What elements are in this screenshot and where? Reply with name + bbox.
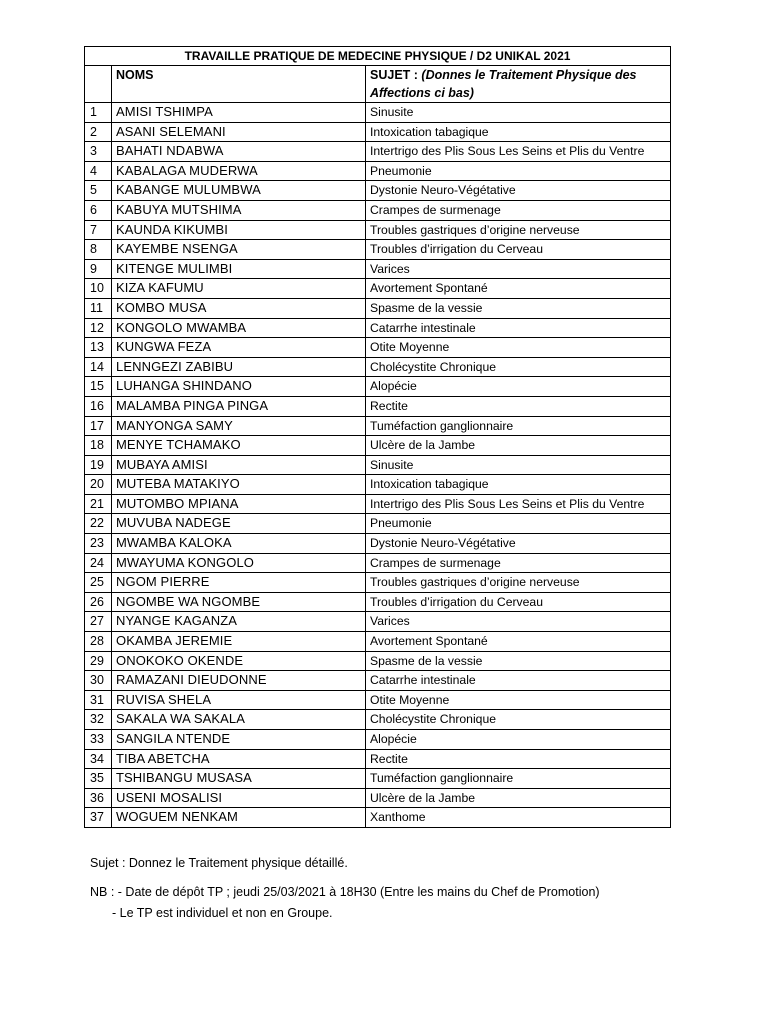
student-name: KABANGE MULUMBWA [112, 181, 366, 201]
table-row [85, 416, 671, 436]
row-number: 32 [85, 710, 112, 730]
subject-cell: Avortement Spontané [366, 279, 671, 299]
row-number: 30 [85, 671, 112, 691]
student-name: KABALAGA MUDERWA [112, 161, 366, 181]
table-row [85, 259, 671, 279]
student-name: SAKALA WA SAKALA [112, 710, 366, 730]
row-number: 26 [85, 592, 112, 612]
table-row [85, 494, 671, 514]
table-row [85, 808, 671, 828]
subject-cell: Otite Moyenne [366, 690, 671, 710]
table-row [85, 142, 671, 162]
table-row [85, 592, 671, 612]
student-name: MUTEBA MATAKIYO [112, 475, 366, 495]
student-name: MUTOMBO MPIANA [112, 494, 366, 514]
subject-cell: Troubles gastriques d’origine nerveuse [366, 220, 671, 240]
subject-cell: Rectite [366, 396, 671, 416]
student-name: RUVISA SHELA [112, 690, 366, 710]
table-row [85, 161, 671, 181]
subject-cell: Catarrhe intestinale [366, 318, 671, 338]
row-number: 28 [85, 632, 112, 652]
assignment-table [84, 46, 671, 828]
table-row [85, 338, 671, 358]
student-name: ASANI SELEMANI [112, 122, 366, 142]
subject-cell: Pneumonie [366, 514, 671, 534]
row-number: 31 [85, 690, 112, 710]
table-row [85, 240, 671, 260]
row-number: 19 [85, 455, 112, 475]
subject-cell: Sinusite [366, 455, 671, 475]
table-row [85, 749, 671, 769]
table-row [85, 122, 671, 142]
student-name: MUBAYA AMISI [112, 455, 366, 475]
subject-cell: Ulcère de la Jambe [366, 788, 671, 808]
subject-cell: Sinusite [366, 103, 671, 123]
subject-cell: Tuméfaction ganglionnaire [366, 769, 671, 789]
table-row [85, 788, 671, 808]
subject-cell: Ulcère de la Jambe [366, 436, 671, 456]
table-row [85, 357, 671, 377]
subject-cell: Troubles d’irrigation du Cerveau [366, 240, 671, 260]
student-name: KONGOLO MWAMBA [112, 318, 366, 338]
row-number: 6 [85, 200, 112, 220]
student-name: MALAMBA PINGA PINGA [112, 396, 366, 416]
subject-note: Sujet : Donnez le Traitement physique détaillé. [90, 856, 348, 870]
header-number-cell [85, 66, 112, 103]
row-number: 9 [85, 259, 112, 279]
subject-cell: Cholécystite Chronique [366, 357, 671, 377]
table-row [85, 651, 671, 671]
student-name: NGOMBE WA NGOMBE [112, 592, 366, 612]
table-row [85, 730, 671, 750]
row-number: 36 [85, 788, 112, 808]
row-number: 11 [85, 298, 112, 318]
student-name: LENNGEZI ZABIBU [112, 357, 366, 377]
nb-note-2: - Le TP est individuel et non en Groupe. [112, 906, 333, 920]
header-names: NOMS [112, 66, 366, 103]
student-name: KAUNDA KIKUMBI [112, 220, 366, 240]
subject-cell: Rectite [366, 749, 671, 769]
subject-cell: Avortement Spontané [366, 632, 671, 652]
subject-cell: Dystonie Neuro-Végétative [366, 534, 671, 554]
table-row [85, 553, 671, 573]
row-number: 17 [85, 416, 112, 436]
subject-cell: Intoxication tabagique [366, 122, 671, 142]
student-name: KABUYA MUTSHIMA [112, 200, 366, 220]
subject-cell: Crampes de surmenage [366, 553, 671, 573]
table-row [85, 279, 671, 299]
subject-cell: Varices [366, 259, 671, 279]
student-name: RAMAZANI DIEUDONNE [112, 671, 366, 691]
row-number: 8 [85, 240, 112, 260]
subject-cell: Spasme de la vessie [366, 298, 671, 318]
student-name: MWAYUMA KONGOLO [112, 553, 366, 573]
table-title-row [85, 47, 671, 66]
table-title: TRAVAILLE PRATIQUE DE MEDECINE PHYSIQUE / D2 UNIKAL 2021 [85, 47, 671, 66]
row-number: 16 [85, 396, 112, 416]
table-row [85, 436, 671, 456]
table-row [85, 612, 671, 632]
table-row [85, 573, 671, 593]
subject-cell: Alopécie [366, 377, 671, 397]
row-number: 35 [85, 769, 112, 789]
table-row [85, 534, 671, 554]
table-row [85, 396, 671, 416]
row-number: 20 [85, 475, 112, 495]
nb-note: NB : - Date de dépôt TP ; jeudi 25/03/2021 à 18H30 (Entre les mains du Chef de Promotion) [90, 885, 600, 899]
subject-cell: Alopécie [366, 730, 671, 750]
student-name: NYANGE KAGANZA [112, 612, 366, 632]
table-row [85, 298, 671, 318]
table-row [85, 514, 671, 534]
row-number: 12 [85, 318, 112, 338]
header-subject-detail: (Donnes le Traitement Physique des Affections ci bas) [370, 68, 637, 100]
row-number: 1 [85, 103, 112, 123]
student-name: KOMBO MUSA [112, 298, 366, 318]
student-name: KITENGE MULIMBI [112, 259, 366, 279]
subject-cell: Xanthome [366, 808, 671, 828]
subject-cell: Intertrigo des Plis Sous Les Seins et Plis du Ventre [366, 142, 671, 162]
student-name: WOGUEM NENKAM [112, 808, 366, 828]
student-name: SANGILA NTENDE [112, 730, 366, 750]
row-number: 5 [85, 181, 112, 201]
student-name: BAHATI NDABWA [112, 142, 366, 162]
table-row [85, 632, 671, 652]
subject-cell: Intoxication tabagique [366, 475, 671, 495]
subject-cell: Intertrigo des Plis Sous Les Seins et Plis du Ventre [366, 494, 671, 514]
row-number: 22 [85, 514, 112, 534]
student-name: TIBA ABETCHA [112, 749, 366, 769]
header-subject [366, 66, 671, 103]
row-number: 25 [85, 573, 112, 593]
row-number: 24 [85, 553, 112, 573]
table-row [85, 377, 671, 397]
row-number: 10 [85, 279, 112, 299]
table-row [85, 690, 671, 710]
row-number: 3 [85, 142, 112, 162]
student-name: MUVUBA NADEGE [112, 514, 366, 534]
row-number: 23 [85, 534, 112, 554]
subject-cell: Otite Moyenne [366, 338, 671, 358]
header-subject-prefix: SUJET : [370, 68, 422, 82]
row-number: 37 [85, 808, 112, 828]
table-row [85, 671, 671, 691]
student-name: KUNGWA FEZA [112, 338, 366, 358]
row-number: 34 [85, 749, 112, 769]
student-name: ONOKOKO OKENDE [112, 651, 366, 671]
subject-cell: Troubles gastriques d’origine nerveuse [366, 573, 671, 593]
subject-cell: Troubles d’irrigation du Cerveau [366, 592, 671, 612]
table-row [85, 200, 671, 220]
table-row [85, 318, 671, 338]
row-number: 29 [85, 651, 112, 671]
row-number: 13 [85, 338, 112, 358]
table-row [85, 475, 671, 495]
student-name: MENYE TCHAMAKO [112, 436, 366, 456]
row-number: 21 [85, 494, 112, 514]
table-row [85, 103, 671, 123]
table-row [85, 769, 671, 789]
row-number: 15 [85, 377, 112, 397]
table-header-row [85, 66, 671, 103]
row-number: 27 [85, 612, 112, 632]
subject-cell: Varices [366, 612, 671, 632]
student-name: LUHANGA SHINDANO [112, 377, 366, 397]
student-name: OKAMBA JEREMIE [112, 632, 366, 652]
student-name: AMISI TSHIMPA [112, 103, 366, 123]
subject-cell: Dystonie Neuro-Végétative [366, 181, 671, 201]
table-row [85, 181, 671, 201]
subject-cell: Crampes de surmenage [366, 200, 671, 220]
student-name: TSHIBANGU MUSASA [112, 769, 366, 789]
subject-cell: Spasme de la vessie [366, 651, 671, 671]
subject-cell: Tuméfaction ganglionnaire [366, 416, 671, 436]
row-number: 14 [85, 357, 112, 377]
student-name: NGOM PIERRE [112, 573, 366, 593]
subject-cell: Catarrhe intestinale [366, 671, 671, 691]
student-name: KIZA KAFUMU [112, 279, 366, 299]
table-row [85, 710, 671, 730]
subject-cell: Pneumonie [366, 161, 671, 181]
table-row [85, 220, 671, 240]
student-name: KAYEMBE NSENGA [112, 240, 366, 260]
row-number: 18 [85, 436, 112, 456]
student-name: USENI MOSALISI [112, 788, 366, 808]
row-number: 2 [85, 122, 112, 142]
student-name: MANYONGA SAMY [112, 416, 366, 436]
student-name: MWAMBA KALOKA [112, 534, 366, 554]
table-row [85, 455, 671, 475]
row-number: 33 [85, 730, 112, 750]
row-number: 4 [85, 161, 112, 181]
subject-cell: Cholécystite Chronique [366, 710, 671, 730]
row-number: 7 [85, 220, 112, 240]
